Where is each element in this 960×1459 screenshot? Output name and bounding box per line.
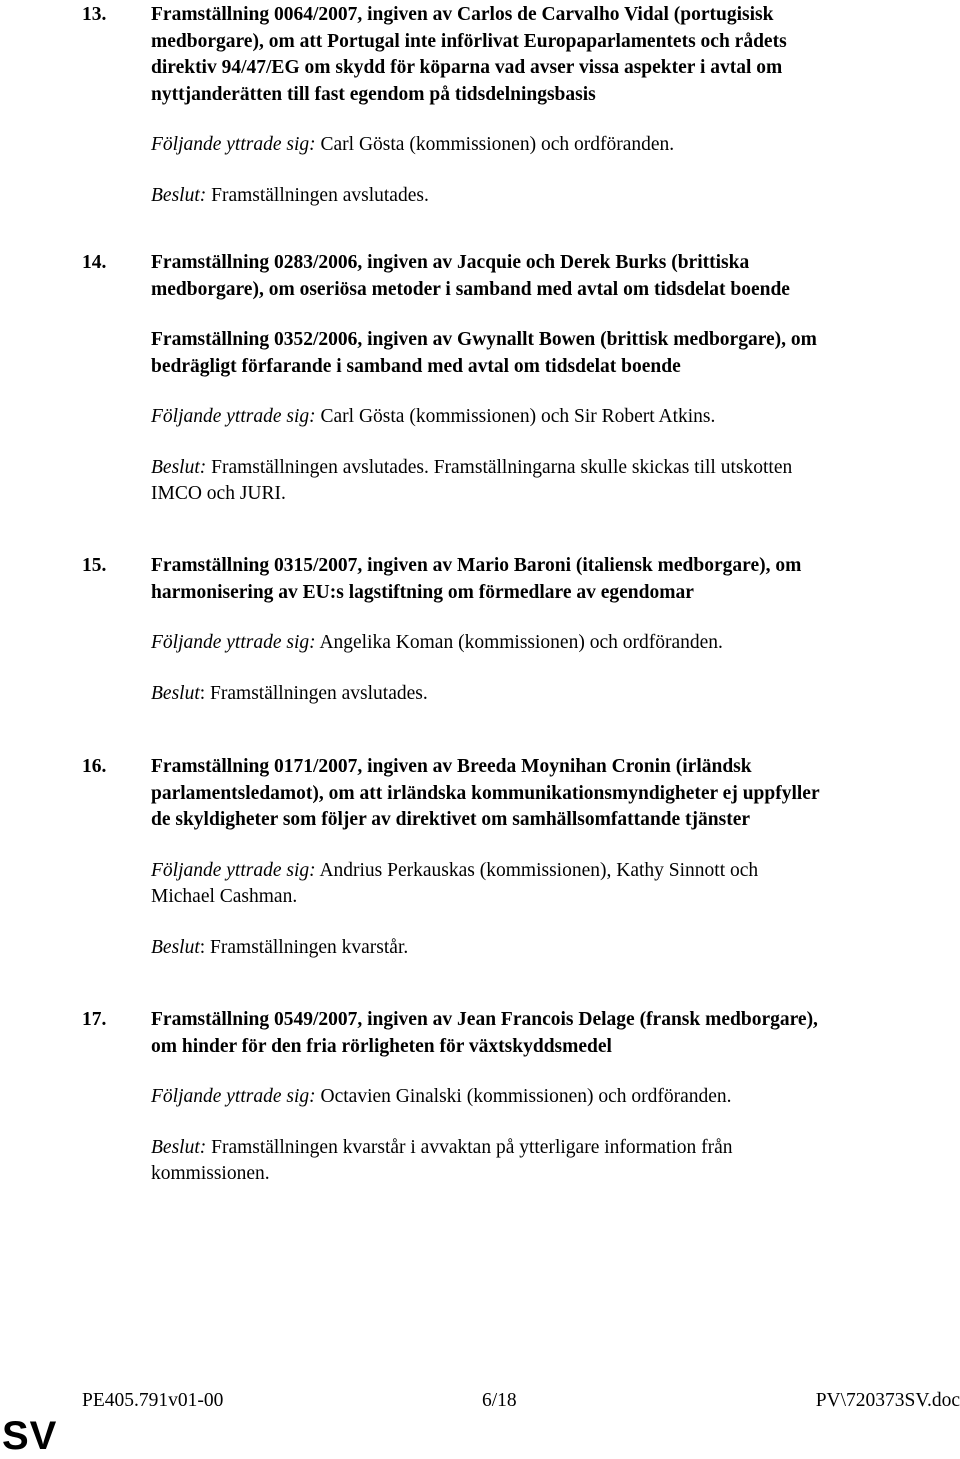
language-code: SV <box>2 1414 58 1458</box>
speakers-label: Följande yttrade sig: <box>151 406 316 427</box>
item-title-secondary: Framställning 0352/2006, ingiven av Gwynallt Bowen (brittisk medborgare), om bedrägligt förfarande i samband med avtal om tidsdelat boende <box>151 329 817 377</box>
speakers-text: Carl Gösta (kommissionen) och Sir Robert Atkins. <box>315 406 716 427</box>
speakers-line <box>151 1084 951 1111</box>
footer-page-number: 6/18 <box>482 1390 517 1411</box>
decision-label: Beslut: <box>151 184 207 206</box>
agenda-item-15 <box>0 553 960 707</box>
item-number: 17. <box>82 1009 107 1030</box>
decision-line <box>151 455 951 508</box>
decision-label: Beslut: <box>151 1136 207 1158</box>
item-title: Framställning 0549/2007, ingiven av Jean Francois Delage (fransk medborgare), om hinder för den fria rörligheten för växtskyddsmedel <box>151 1009 818 1057</box>
decision-text-cont: kommissionen. <box>151 1163 270 1184</box>
footer-file-name: PV\720373SV.doc <box>815 1390 960 1411</box>
item-number: 13. <box>82 4 107 25</box>
decision-text-cont: IMCO och JURI. <box>151 483 286 504</box>
decision-label: Beslut <box>151 936 200 958</box>
decision-label: Beslut <box>151 682 200 704</box>
speakers-line <box>151 132 951 159</box>
speakers-label: Följande yttrade sig: <box>151 859 316 881</box>
agenda-item-13 <box>0 2 960 209</box>
speakers-text-cont: Michael Cashman. <box>151 886 298 907</box>
decision-text: Framställningen kvarstår i avvaktan på ytterligare information från <box>206 1136 733 1158</box>
speakers-label: Följande yttrade sig: <box>151 1086 316 1107</box>
item-title: Framställning 0283/2006, ingiven av Jacquie och Derek Burks (brittiska medborgare), om oseriösa metoder i samband med avtal om tidsdelat boende <box>151 252 790 300</box>
decision-text: Framställningen avslutades. Framställningarna skulle skickas till utskotten <box>206 456 793 478</box>
item-title: Framställning 0171/2007, ingiven av Breeda Moynihan Cronin (irländsk parlamentsledamot), om att irländska kommunikationsmyndigheter ej uppfyller de skyldigheter som följer av direktivet om samhällsomfattande tjänster <box>151 756 820 830</box>
speakers-line <box>151 858 951 911</box>
agenda-item-14 <box>0 250 960 508</box>
speakers-text: Carl Gösta (kommissionen) och ordföranden. <box>315 134 675 155</box>
item-number: 15. <box>82 555 107 576</box>
decision-label: Beslut: <box>151 456 207 478</box>
decision-line <box>151 183 951 210</box>
item-number: 14. <box>82 252 107 273</box>
decision-line <box>151 681 951 708</box>
speakers-line <box>151 630 951 657</box>
speakers-text: Angelika Koman (kommissionen) och ordföranden. <box>315 632 723 653</box>
item-title: Framställning 0315/2007, ingiven av Mario Baroni (italiensk medborgare), om harmonisering av EU:s lagstiftning om förmedlare av egendomar <box>151 555 802 603</box>
agenda-item-16 <box>0 754 960 961</box>
decision-text: : Framställningen avslutades. <box>199 682 428 704</box>
speakers-text: Andrius Perkauskas (kommissionen), Kathy Sinnott och <box>315 859 759 881</box>
agenda-item-17 <box>0 1007 960 1188</box>
page-footer <box>0 1388 960 1418</box>
decision-text: : Framställningen kvarstår. <box>199 936 409 958</box>
speakers-label: Följande yttrade sig: <box>151 134 316 155</box>
decision-line <box>151 1135 951 1188</box>
speakers-line <box>151 404 951 431</box>
decision-line <box>151 935 951 962</box>
item-title: Framställning 0064/2007, ingiven av Carlos de Carvalho Vidal (portugisisk medborgare), om att Portugal inte införlivat Europaparlamentets och rådets direktiv 94/47/EG om skydd för köparna vad avser vissa aspekter i avtal om nyttjanderätten till fast egendom på tidsdelningsbasis <box>151 4 787 105</box>
item-number: 16. <box>82 756 107 777</box>
footer-document-ref: PE405.791v01-00 <box>82 1390 224 1411</box>
decision-text: Framställningen avslutades. <box>206 184 429 206</box>
speakers-label: Följande yttrade sig: <box>151 632 316 653</box>
speakers-text: Octavien Ginalski (kommissionen) och ordföranden. <box>315 1086 732 1107</box>
